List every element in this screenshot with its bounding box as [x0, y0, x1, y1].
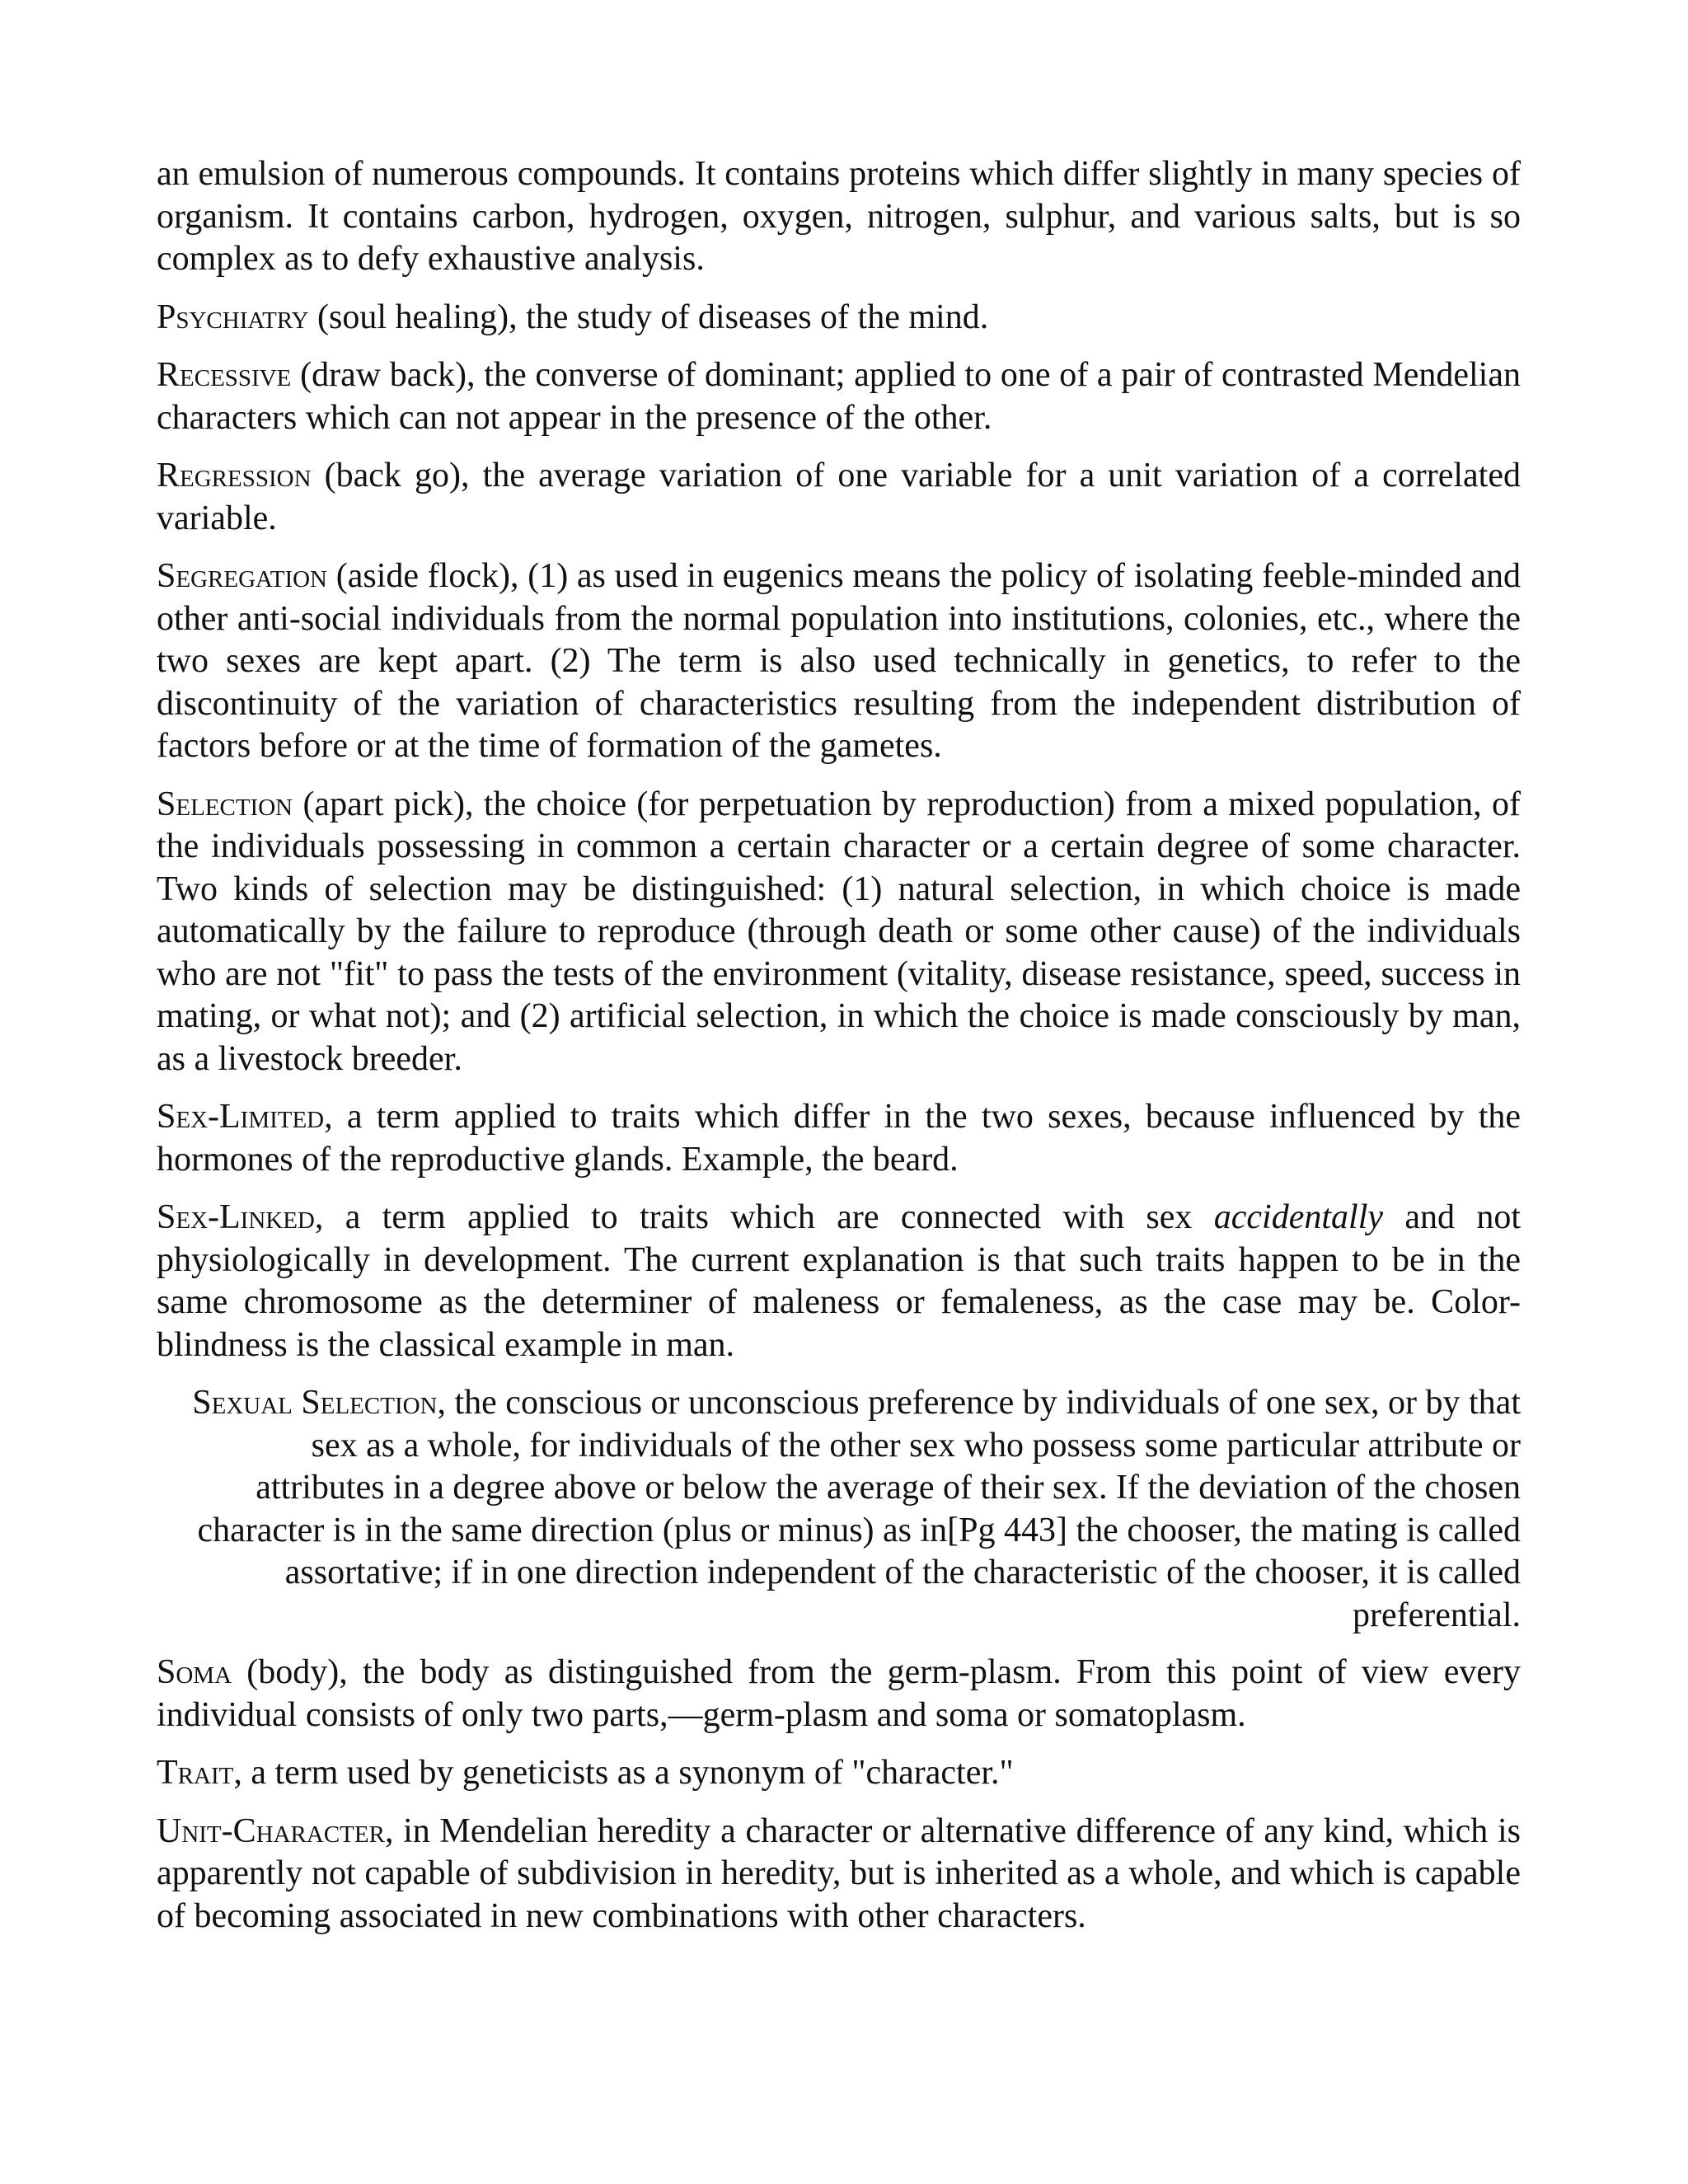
glossary-entry-psychiatry: [157, 297, 1521, 340]
entry-term: Sex-Limited: [157, 1098, 325, 1136]
entry-definition: , a term applied to traits which differ in the two sexes, because influenced by the hormones of the reproductive glands. Example, the beard.: [157, 1098, 1521, 1179]
entry-term: Sex-Linked: [157, 1198, 315, 1236]
entry-definition: (body), the body as distinguished from the germ-plasm. From this point of view every individual consists of only two parts,—germ-plasm and soma or somatoplasm.: [157, 1653, 1521, 1734]
entry-definition: an emulsion of numerous compounds. It contains proteins which differ slightly in many species of organism. It contains carbon, hydrogen, oxygen, nitrogen, sulphur, and various salts, but is so complex as to defy exhaustive analysis.: [157, 155, 1521, 278]
entry-definition: , a term used by geneticists as a synonym of "character.": [233, 1754, 1014, 1792]
glossary-entry-regression: [157, 455, 1521, 540]
glossary-entry-selection: [157, 784, 1521, 1081]
entry-term: Unit-Character: [157, 1811, 385, 1850]
entry-term: Selection: [157, 785, 293, 823]
entry-definition-after: and not physiologically in development. The current explanation is that such traits happen to be in the same chromosome as the determiner of maleness or femaleness, as the case may be. Color-blindness is the classical example in man.: [157, 1198, 1522, 1364]
entry-definition: (aside flock), (1) as used in eugenics means the policy of isolating feeble-minded and other anti-social individuals from the normal population into institutions, colonies, etc., where the two sexes are kept apart. (2) The term is also used technically in genetics, to refer to the discontinuity of the variation of characteristics resulting from the independent distribution of factors before or at the time of formation of the gametes.: [157, 557, 1521, 765]
entry-term: Regression: [157, 457, 312, 494]
glossary-entry-sex-limited: [157, 1096, 1521, 1181]
entry-term: Sexual Selection: [192, 1384, 438, 1422]
entry-definition: (apart pick), the choice (for perpetuation by reproduction) from a mixed population, of the individuals possessing in common a certain character or a certain degree of some character. Two kinds of selection may be distinguished: (1) natural selection, in which choice is made automatically by the failure to reproduce (through death or some other cause) of the individuals who are not "fit" to pass the tests of the environment (vitality, disease resistance, speed, success in mating, or what not); and (2) artificial selection, in which the choice is made consciously by man, as a livestock breeder.: [157, 785, 1521, 1078]
entry-definition: (back go), the average variation of one variable for a unit variation of a correlated variable.: [157, 457, 1521, 537]
entry-definition: (soul healing), the study of diseases of the mind.: [308, 298, 989, 336]
glossary-entry-unit-character: [157, 1811, 1521, 1938]
entry-term: Recessive: [157, 356, 292, 394]
glossary-entry-trait: [157, 1752, 1521, 1795]
entry-definition: (draw back), the converse of dominant; applied to one of a pair of contrasted Mendelian characters which can not appear in the presence of the other.: [157, 356, 1521, 437]
glossary-entry-soma: [157, 1652, 1521, 1736]
entry-definition: , in Mendelian heredity a character or alternative difference of any kind, which is apparently not capable of subdivision in heredity, but is inherited as a whole, and which is capable of becoming associated in new combinations with other characters.: [157, 1811, 1521, 1935]
entry-emphasis: accidentally: [1213, 1198, 1384, 1236]
entry-definition: , the conscious or unconscious preference by individuals of one sex, or by that sex as a whole, for individuals of the other sex who possess some particular attribute or attributes in a degree above or below the average of their sex. If the deviation of the chosen character is in the same direction (plus or minus) as in[Pg 443] the chooser, the mating is called assortative; if in one direction independent of the characteristic of the chooser, it is called preferential.: [197, 1384, 1521, 1634]
glossary-text: [157, 153, 1521, 1953]
glossary-entry-sexual-selection: [157, 1382, 1521, 1637]
glossary-entry-recessive: [157, 354, 1521, 439]
entry-term: Segregation: [157, 557, 328, 595]
entry-term: Trait: [157, 1754, 234, 1792]
entry-term: Psychiatry: [157, 298, 309, 336]
glossary-entry-sex-linked: [157, 1197, 1521, 1366]
entry-definition-before: , a term applied to traits which are connected with sex: [314, 1198, 1214, 1236]
entry-term: Soma: [157, 1653, 232, 1691]
glossary-entry-protoplasm-continued: [157, 153, 1521, 281]
glossary-entry-segregation: [157, 555, 1521, 768]
